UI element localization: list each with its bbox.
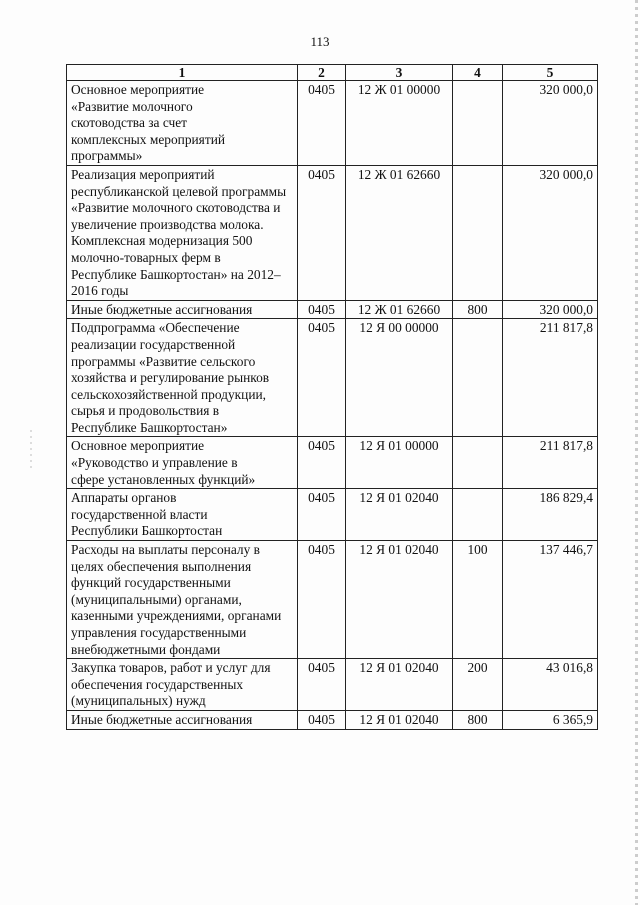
row-target: 12 Я 00 00000	[346, 319, 453, 437]
row-amount: 320 000,0	[503, 300, 598, 319]
row-type: 100	[453, 541, 503, 659]
row-name: Основное мероприятие «Развитие молочного скотоводства за счет комплексных мероприятий программы»	[71, 82, 226, 164]
row-target: 12 Ж 01 62660	[346, 165, 453, 300]
row-amount: 137 446,7	[503, 541, 598, 659]
row-name: Иные бюджетные ассигнования	[67, 710, 298, 729]
header-col-4: 4	[453, 65, 503, 81]
row-target: 12 Ж 01 00000	[346, 81, 453, 166]
table-row	[67, 300, 598, 319]
row-section: 0405	[298, 710, 346, 729]
row-section: 0405	[298, 319, 346, 437]
row-target: 12 Я 01 02040	[346, 489, 453, 541]
row-target: 12 Я 01 02040	[346, 659, 453, 711]
row-section: 0405	[298, 81, 346, 166]
row-name: Закупка товаров, работ и услуг для обеспечения государственных (муниципальных) нужд	[71, 660, 271, 709]
row-section: 0405	[298, 300, 346, 319]
row-amount: 43 016,8	[503, 659, 598, 711]
header-col-1: 1	[67, 65, 298, 81]
row-section: 0405	[298, 489, 346, 541]
row-target: 12 Я 01 00000	[346, 437, 453, 489]
table-row	[67, 319, 598, 437]
row-target: 12 Я 01 02040	[346, 541, 453, 659]
table-row	[67, 710, 598, 729]
row-section: 0405	[298, 437, 346, 489]
row-target: 12 Ж 01 62660	[346, 300, 453, 319]
row-type: 800	[453, 300, 503, 319]
page-number: 113	[310, 34, 330, 49]
row-type	[453, 489, 503, 541]
row-type: 800	[453, 710, 503, 729]
table-row	[67, 489, 598, 541]
header-col-5: 5	[503, 65, 598, 81]
row-amount: 211 817,8	[503, 319, 598, 437]
row-section: 0405	[298, 541, 346, 659]
row-type	[453, 81, 503, 166]
table-row	[67, 81, 598, 166]
row-type	[453, 437, 503, 489]
table-row	[67, 165, 598, 300]
row-type: 200	[453, 659, 503, 711]
table-header-row	[67, 65, 598, 81]
row-name: Расходы на выплаты персоналу в целях обеспечения выполнения функций государственными (муниципальными) органами, казенными учреждениями, органами управления государственными внебюджетными фондами	[67, 541, 298, 659]
row-amount: 6 365,9	[503, 710, 598, 729]
row-section: 0405	[298, 659, 346, 711]
row-amount: 320 000,0	[503, 81, 598, 166]
row-target: 12 Я 01 02040	[346, 710, 453, 729]
scan-edge-marks	[635, 0, 638, 905]
row-name: Подпрограмма «Обеспечение реализации государственной программы «Развитие сельского хозяйства и регулирование рынков сельскохозяйственной продукции, сырья и продовольствия в Республике Башкортостан»	[71, 320, 270, 435]
row-section: 0405	[298, 165, 346, 300]
row-name: Реализация мероприятий республиканской целевой программы «Развитие молочного скотоводства и увеличение производства молока. Комплексная модернизация 500 молочно-товарных ферм в Республике Башкортостан» на 2012–2016 годы	[71, 166, 287, 299]
budget-table	[66, 64, 598, 730]
header-col-2: 2	[298, 65, 346, 81]
row-name: Аппараты органов государственной власти Республики Башкортостан	[71, 490, 223, 539]
table-row	[67, 437, 598, 489]
header-col-3: 3	[346, 65, 453, 81]
table-row	[67, 659, 598, 711]
row-type	[453, 165, 503, 300]
row-amount: 211 817,8	[503, 437, 598, 489]
scan-speck	[30, 430, 32, 470]
row-name: Иные бюджетные ассигнования	[67, 300, 298, 319]
row-name: Основное мероприятие «Руководство и управление в сфере установленных функций»	[71, 438, 256, 487]
row-amount: 186 829,4	[503, 489, 598, 541]
table-row	[67, 541, 598, 659]
row-amount: 320 000,0	[503, 165, 598, 300]
row-type	[453, 319, 503, 437]
